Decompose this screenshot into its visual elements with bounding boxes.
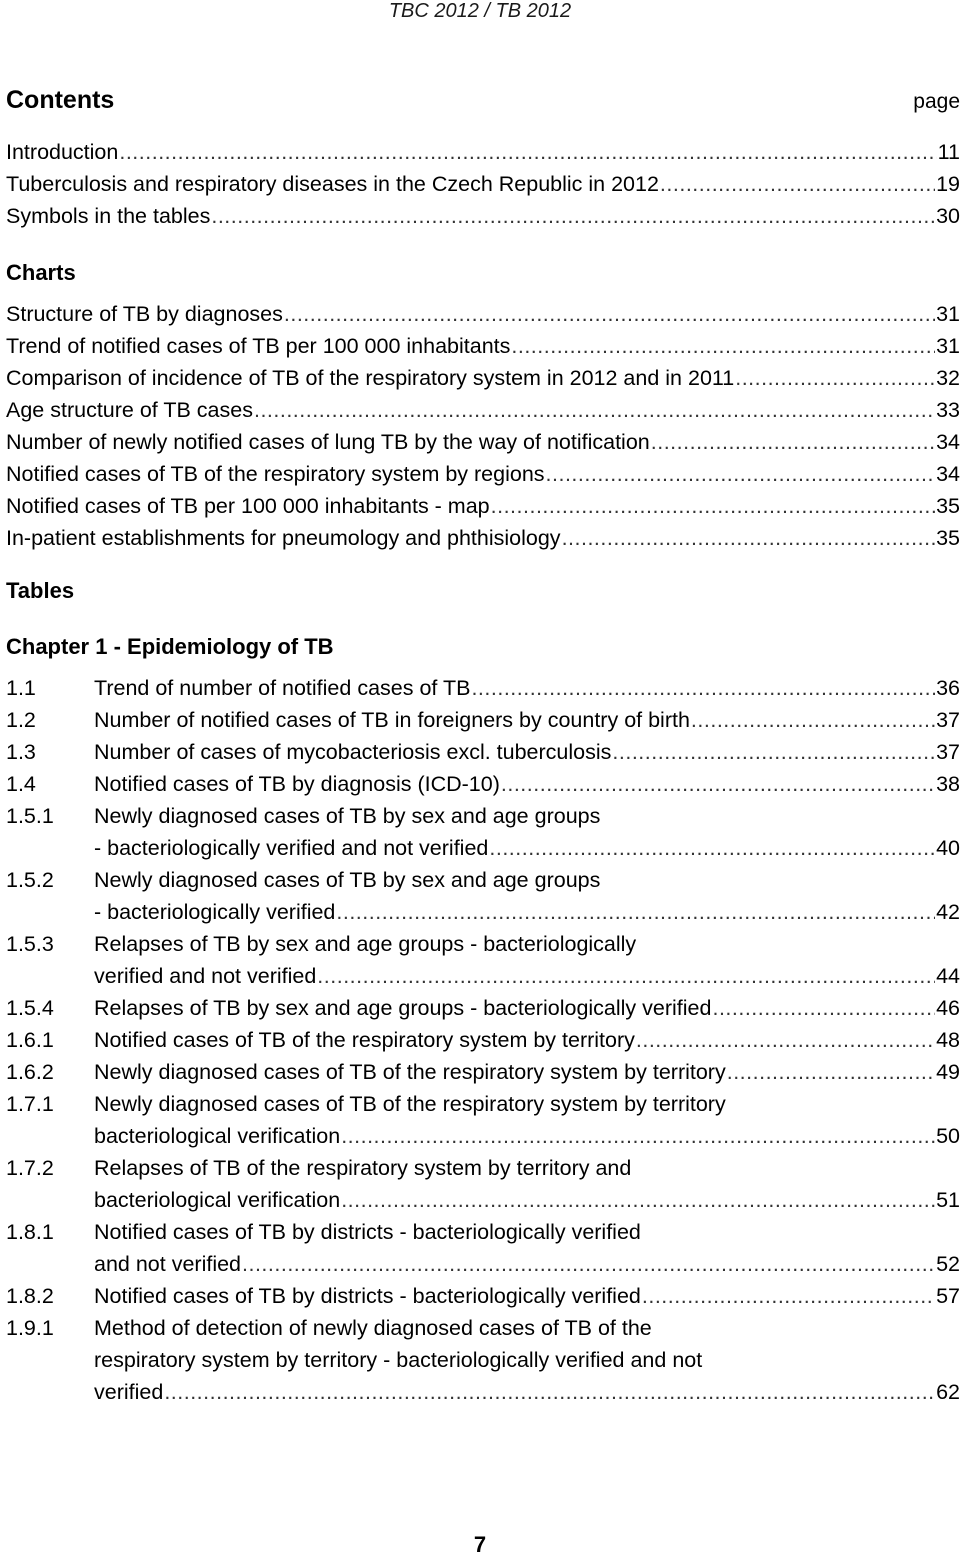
leader-dots [489, 832, 935, 864]
leader-dots [471, 672, 935, 704]
leader-dots [636, 1024, 935, 1056]
table-entry-number: 1.6.1 [6, 1028, 54, 1052]
tables-heading: Tables [6, 578, 75, 603]
toc-entry-title-line: Newly diagnosed cases of TB by sex and age groups [94, 868, 601, 892]
leader-dots [562, 522, 936, 554]
toc-entry-title-line: Relapses of TB of the respiratory system by territory and [94, 1156, 632, 1180]
table-entry[interactable] [6, 1280, 960, 1312]
toc-entry-title: Number of notified cases of TB in foreigners by country of birth [94, 708, 690, 732]
leader-dots [712, 992, 935, 1024]
contents-heading-row [6, 86, 960, 115]
toc-entry-title: Age structure of TB cases [6, 398, 253, 422]
table-entry[interactable] [6, 864, 960, 928]
table-entry-number: 1.5.1 [6, 804, 54, 828]
table-entry[interactable] [6, 736, 960, 768]
leader-dots [211, 200, 935, 232]
table-entry[interactable] [6, 1088, 960, 1152]
table-entry-number: 1.5.4 [6, 996, 54, 1020]
toc-entry-page: 31 [936, 302, 960, 326]
toc-entry-title: - bacteriologically verified and not verified [94, 836, 489, 860]
toc-entry-title: Trend of notified cases of TB per 100 000 inhabitants [6, 334, 511, 358]
toc-entry[interactable] [6, 362, 960, 394]
leader-dots [501, 768, 935, 800]
toc-entry-title: verified [94, 1380, 164, 1404]
toc-entry-title-line: respiratory system by territory - bacteriologically verified and not [94, 1348, 703, 1372]
toc-entry-title: verified and not verified [94, 964, 317, 988]
toc-entry-page: 34 [936, 462, 960, 486]
toc-entry-title: Number of newly notified cases of lung TB by the way of notification [6, 430, 650, 454]
toc-entry[interactable] [6, 522, 960, 554]
toc-entry-page: 38 [936, 772, 960, 796]
table-entry[interactable] [6, 1312, 960, 1408]
toc-entry-title: Notified cases of TB of the respiratory system by territory [94, 1028, 635, 1052]
toc-entry[interactable] [6, 136, 960, 168]
toc-entry-page: 49 [936, 1060, 960, 1084]
leader-dots [164, 1376, 935, 1408]
chapter-heading: Chapter 1 - Epidemiology of TB [6, 634, 334, 659]
leader-dots [119, 136, 936, 168]
table-entry-number: 1.5.2 [6, 868, 54, 892]
toc-entry-title-line: Method of detection of newly diagnosed cases of TB of the [94, 1316, 652, 1340]
table-entry[interactable] [6, 672, 960, 704]
toc-entry-page: 42 [936, 900, 960, 924]
page-number: 7 [473, 1532, 487, 1557]
toc-entry-title: Introduction [6, 140, 119, 164]
toc-entry-title: Notified cases of TB by diagnosis (ICD-10) [94, 772, 500, 796]
toc-entry-page: 40 [936, 836, 960, 860]
toc-entry[interactable] [6, 490, 960, 522]
toc-entry-title: Relapses of TB by sex and age groups - bacteriologically verified [94, 996, 712, 1020]
leader-dots [341, 1184, 935, 1216]
charts-heading: Charts [6, 260, 76, 285]
tables-list [6, 672, 960, 1408]
leader-dots [317, 960, 935, 992]
toc-entry-title: bacteriological verification [94, 1188, 341, 1212]
table-entry-number: 1.7.1 [6, 1092, 54, 1116]
toc-entry-page: 57 [936, 1284, 960, 1308]
intro-list [6, 136, 960, 232]
toc-entry-title: Newly diagnosed cases of TB of the respiratory system by territory [94, 1060, 726, 1084]
table-entry-number: 1.8.2 [6, 1284, 54, 1308]
table-entry[interactable] [6, 768, 960, 800]
table-entry[interactable] [6, 992, 960, 1024]
leader-dots [642, 1280, 935, 1312]
contents-title: Contents [6, 86, 115, 114]
toc-entry-page: 31 [936, 334, 960, 358]
toc-entry-page: 32 [936, 366, 960, 390]
toc-entry-title-line: Relapses of TB by sex and age groups - bacteriologically [94, 932, 637, 956]
leader-dots [612, 736, 935, 768]
toc-entry-page: 35 [936, 494, 960, 518]
toc-entry-title: Notified cases of TB per 100 000 inhabitants - map [6, 494, 490, 518]
toc-entry-title: Notified cases of TB by districts - bacteriologically verified [94, 1284, 641, 1308]
page-column-label: page [913, 90, 960, 113]
toc-entry[interactable] [6, 330, 960, 362]
leader-dots [242, 1248, 935, 1280]
leader-dots [735, 362, 935, 394]
leader-dots [254, 394, 935, 426]
running-header: TBC 2012 / TB 2012 [388, 0, 572, 22]
toc-entry-page: 46 [936, 996, 960, 1020]
table-entry[interactable] [6, 1056, 960, 1088]
leader-dots [651, 426, 935, 458]
toc-entry-page: 52 [936, 1252, 960, 1276]
table-entry-number: 1.4 [6, 772, 36, 796]
leader-dots [691, 704, 935, 736]
toc-entry-title: Structure of TB by diagnoses [6, 302, 283, 326]
toc-entry-page: 11 [937, 140, 960, 164]
toc-entry-page: 35 [936, 526, 960, 550]
table-entry-number: 1.6.2 [6, 1060, 54, 1084]
toc-entry-page: 44 [936, 964, 960, 988]
toc-entry-title-line: Newly diagnosed cases of TB by sex and age groups [94, 804, 601, 828]
table-entry[interactable] [6, 800, 960, 864]
toc-entry-title: bacteriological verification [94, 1124, 341, 1148]
toc-entry[interactable] [6, 200, 960, 232]
toc-entry[interactable] [6, 426, 960, 458]
toc-entry-title: Symbols in the tables [6, 204, 211, 228]
toc-entry-title: Trend of number of notified cases of TB [94, 676, 471, 700]
leader-dots [546, 458, 936, 490]
leader-dots [491, 490, 935, 522]
leader-dots [511, 330, 935, 362]
toc-entry-page: 33 [936, 398, 960, 422]
leader-dots [727, 1056, 935, 1088]
table-entry-number: 1.8.1 [6, 1220, 54, 1244]
toc-entry-page: 48 [936, 1028, 960, 1052]
table-entry-number: 1.3 [6, 740, 36, 764]
toc-entry[interactable] [6, 458, 960, 490]
toc-entry-page: 37 [936, 740, 960, 764]
leader-dots [660, 168, 935, 200]
table-entry[interactable] [6, 928, 960, 992]
toc-entry-title: and not verified [94, 1252, 242, 1276]
toc-entry-page: 50 [936, 1124, 960, 1148]
toc-entry-page: 30 [936, 204, 960, 228]
table-entry-number: 1.9.1 [6, 1316, 54, 1340]
table-entry[interactable] [6, 1216, 960, 1280]
table-entry-number: 1.7.2 [6, 1156, 54, 1180]
table-entry[interactable] [6, 1024, 960, 1056]
table-entry-number: 1.2 [6, 708, 36, 732]
toc-entry-title: Tuberculosis and respiratory diseases in the Czech Republic in 2012 [6, 172, 659, 196]
toc-entry-page: 37 [936, 708, 960, 732]
toc-entry-page: 36 [936, 676, 960, 700]
toc-entry-title: - bacteriologically verified [94, 900, 336, 924]
table-entry-number: 1.1 [6, 676, 36, 700]
table-entry[interactable] [6, 1152, 960, 1216]
toc-entry-title-line: Newly diagnosed cases of TB of the respiratory system by territory [94, 1092, 726, 1116]
table-entry[interactable] [6, 704, 960, 736]
leader-dots [336, 896, 935, 928]
table-entry-number: 1.5.3 [6, 932, 54, 956]
toc-entry-page: 51 [936, 1188, 960, 1212]
toc-entry-title: In-patient establishments for pneumology and phthisiology [6, 526, 561, 550]
toc-entry[interactable] [6, 394, 960, 426]
toc-entry[interactable] [6, 298, 960, 330]
toc-entry-title: Notified cases of TB of the respiratory system by regions [6, 462, 545, 486]
toc-entry-title: Number of cases of mycobacteriosis excl. tuberculosis [94, 740, 612, 764]
charts-list [6, 298, 960, 554]
toc-entry[interactable] [6, 168, 960, 200]
toc-entry-title: Comparison of incidence of TB of the respiratory system in 2012 and in 2011 [6, 366, 735, 390]
toc-entry-page: 62 [936, 1380, 960, 1404]
toc-entry-page: 19 [936, 172, 960, 196]
toc-entry-title-line: Notified cases of TB by districts - bacteriologically verified [94, 1220, 641, 1244]
leader-dots [341, 1120, 935, 1152]
toc-entry-page: 34 [936, 430, 960, 454]
leader-dots [284, 298, 935, 330]
